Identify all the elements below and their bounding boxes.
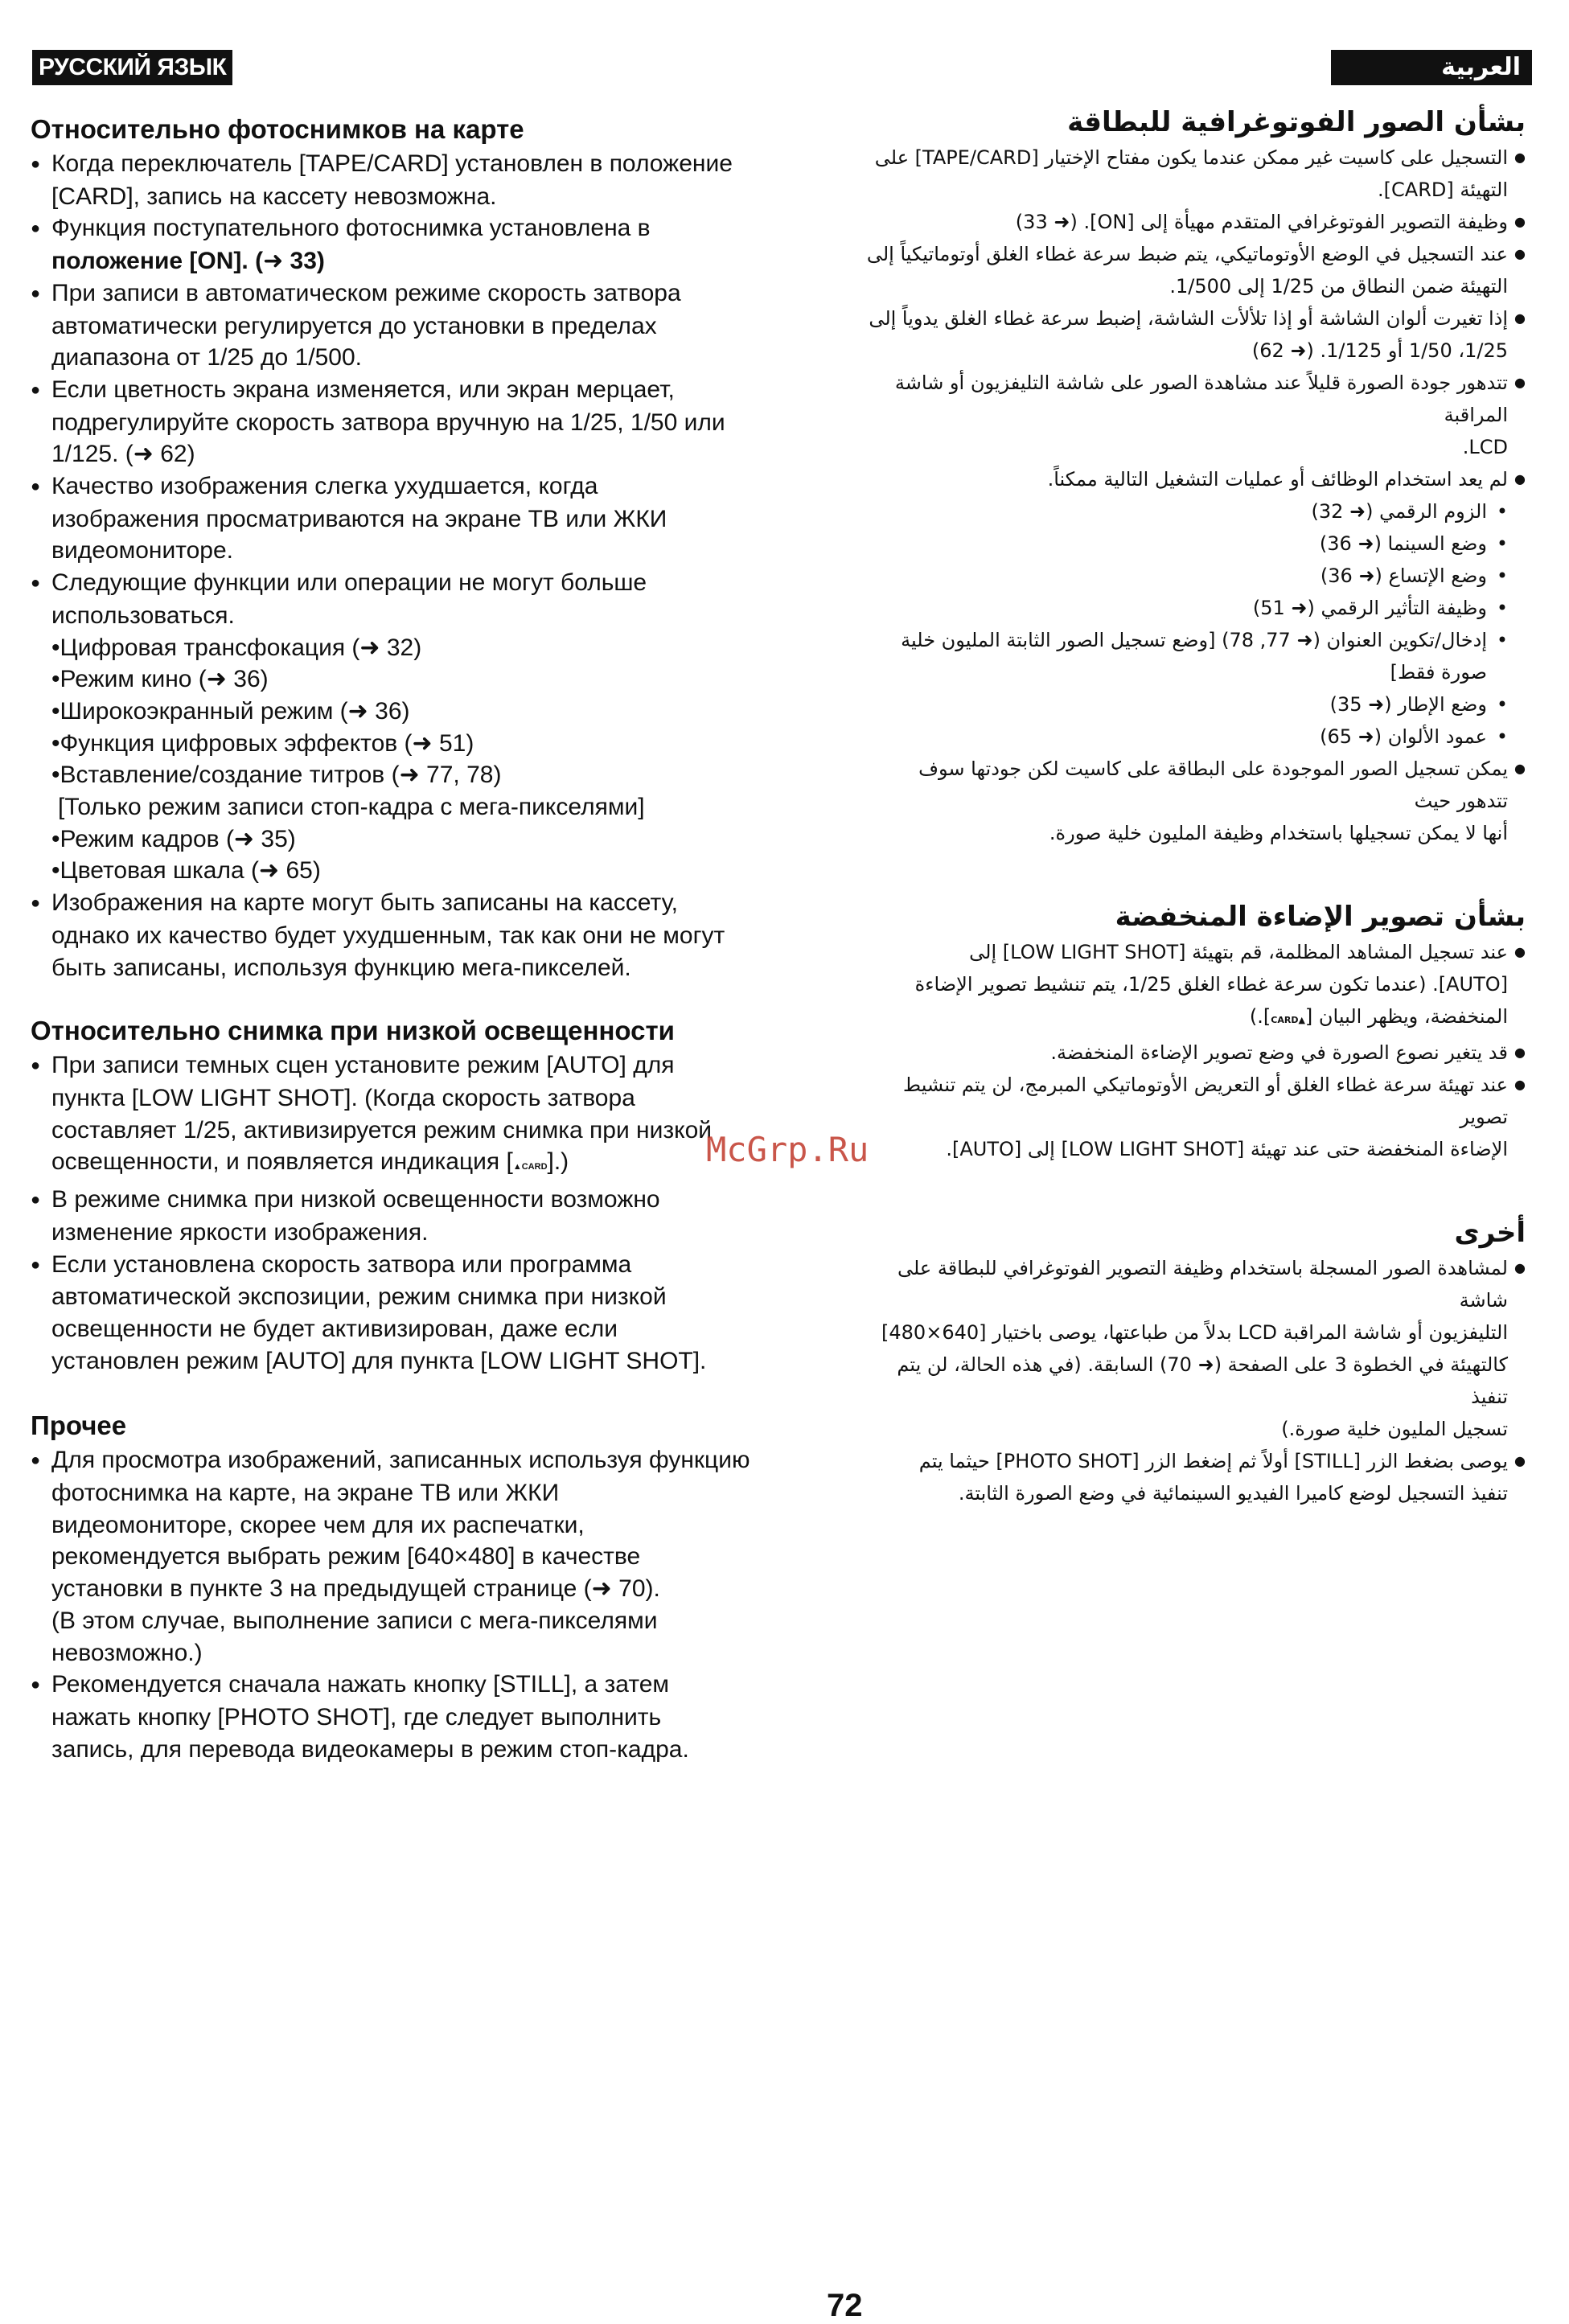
section-title-card-photos-ar: بشأن الصور الفوتوغرافية للبطاقة	[1067, 106, 1526, 138]
bullet-text-ar: ● عند التسجيل في الوضع الأوتوماتيكي، يتم ضبط سرعة غطاء الغلق أوتوماتيكياً إلى التهيئة ضمن النطاق من 1/25 إلى 1/500.	[865, 238, 1526, 302]
section-title-low-light: Относительно снимка при низкой освещенности	[31, 1016, 675, 1046]
watermark: McGrp.Ru	[706, 1130, 869, 1169]
bullet-text: ● Если установлена скорость затвора или программа автоматической экспозиции, режим снимка при низкой освещенности не будет активизирован, даже если установлен режим [AUTO] для пункта [LOW LIGHT SHOT].	[31, 1249, 819, 1378]
bullet-text: ● Рекомендуется сначала нажать кнопку [STILL], а затем нажать кнопку [PHOTO SHOT], где следует выполнить запись, для перевода видеокамеры в режим стоп-кадра.	[31, 1669, 819, 1765]
bullet-text-ar: ● عند تسجيل المشاهد المظلمة، قم بتهيئة [LOW LIGHT SHOT] إلى [AUTO]. (عندما تكون سرعة غطاء الغلق 1/25، يتم تنشيط تصوير الإضاءة المنخفضة، ويظهر البيان [▲CARD].)	[865, 936, 1526, 1037]
bullet-text-ar: ● يوصى بضغط الزر [STILL] أولاً ثم إضغط الزر [PHOTO SHOT] حيثما يتم تنفيذ التسجيل لوضع كاميرا الفيديو السينمائية في وضع الصورة الثابتة.	[865, 1445, 1526, 1509]
language-badge-russian: РУССКИЙ ЯЗЫК	[32, 50, 232, 85]
arabic-column	[865, 103, 1526, 1509]
sub-item-ar: • وضع الإطار (➜ 35)	[865, 688, 1526, 721]
language-badge-arabic: العربية	[1331, 50, 1532, 85]
bullet-text-ar: ● عند تهيئة سرعة غطاء الغلق أو التعريض الأوتوماتيكي المبرمج، لن يتم تنشيط تصوير الإضاءة المنخفضة حتى عند تهيئة [LOW LIGHT SHOT] إلى [AUTO].	[865, 1069, 1526, 1165]
bullet-text-ar: ● لمشاهدة الصور المسجلة باستخدام وظيفة التصوير الفوتوغرافي للبطاقة على شاشة التليفزيون أو شاشة المراقبة LCD بدلاً من طباعتها، يوصى باختيار [640×480] كالتهيئة في الخطوة 3 على الصفحة (➜ 70) السابقة. (في هذه الحالة، لن يتم تنفيذ تسجيل المليون خلية صورة.)	[865, 1252, 1526, 1445]
section-title-card-photos: Относительно фотоснимков на карте	[31, 114, 524, 144]
sub-item: •Широкоэкранный режим (➜ 36)	[51, 697, 410, 725]
bullet-text-ar: ● لم يعد استخدام الوظائف أو عمليات التشغيل التالية ممكناً.	[865, 463, 1526, 495]
sub-item-ar: • إدخال/تكوين العنوان (➜ 77, 78) [وضع تسجيل الصور الثابتة المليون خلية صورة فقط]	[865, 624, 1526, 688]
bullet-text-ar: ● قد يتغير نصوع الصورة في وضع تصوير الإضاءة المنخفضة.	[865, 1037, 1526, 1069]
bullet-text-ar: ● إذا تغيرت ألوان الشاشة أو إذا تلألأت الشاشة، إضبط سرعة غطاء الغلق يدوياً إلى 1/25، 1/50 أو 1/125. (➜ 62)	[865, 302, 1526, 367]
sub-item: •Цифровая трансфокация (➜ 32)	[51, 634, 422, 661]
sub-item: •Режим кадров (➜ 35)	[51, 825, 296, 852]
bullet-text: ● Для просмотра изображений, записанных используя функцию фотоснимка на карте, на экране ТВ или ЖКИ видеомониторе, скорее чем для их распечатки, рекомендуется выбрать режим [640×480] в качестве установки в пункте 3 на предыдущей странице (➜ 70). (В этом случае, выполнение записи с мега-пикселями невозможно.)	[31, 1444, 819, 1669]
bullet-text: ● Функция поступательного фотоснимка установлена в положение [ON]. (➜ 33)	[31, 212, 819, 277]
bullet-text-ar: ● التسجيل على كاسيت غير ممكن عندما يكون مفتاح الإختيار [TAPE/CARD] على التهيئة [CARD].	[865, 142, 1526, 206]
low-light-card-icon: ▲CARD	[512, 1162, 548, 1172]
sub-item-ar: • عمود الألوان (➜ 65)	[865, 721, 1526, 753]
bullet-text-ar: ● وظيفة التصوير الفوتوغرافي المتقدم مهيأة إلى [ON]. (➜ 33)	[865, 206, 1526, 238]
sub-item-ar: • وظيفة التأثير الرقمي (➜ 51)	[865, 592, 1526, 624]
sub-item-ar: • وضع الإتساع (➜ 36)	[865, 560, 1526, 592]
bullet-text: ● При записи в автоматическом режиме скорость затвора автоматически регулируется до установки в пределах диапазона от 1/25 до 1/500.	[31, 277, 819, 374]
bullet-text: ● Если цветность экрана изменяется, или экран мерцает, подрегулируйте скорость затвора вручную на 1/25, 1/50 или 1/125. (➜ 62)	[31, 374, 819, 470]
sub-item-ar: • وضع السينما (➜ 36)	[865, 528, 1526, 560]
bullet-text-ar: ● تتدهور جودة الصورة قليلاً عند مشاهدة الصور على شاشة التليفزيون أو شاشة المراقبة LCD.	[865, 367, 1526, 463]
russian-column	[31, 113, 819, 1765]
sub-item: •Вставление/создание титров (➜ 77, 78)	[51, 762, 502, 789]
sub-item: •Функция цифровых эффектов (➜ 51)	[51, 729, 474, 757]
bullet-text: ● Качество изображения слегка ухудшается, когда изображения просматриваются на экране ТВ или ЖКИ видеомониторе.	[31, 470, 819, 567]
sub-item-ar: • الزوم الرقمي (➜ 32)	[865, 495, 1526, 528]
bullet-text: ● Когда переключатель [TAPE/CARD] установлен в положение [CARD], запись на кассету невозможна.	[31, 148, 819, 212]
sub-item: •Режим кино (➜ 36)	[51, 666, 269, 693]
section-title-low-light-ar: بشأن تصوير الإضاءة المنخفضة	[1115, 901, 1526, 933]
bullet-text: ● Следующие функции или операции не могут больше использоваться.	[31, 567, 819, 631]
section-title-other-ar: أخرى	[1454, 1217, 1526, 1249]
bullet-text: ● Изображения на карте могут быть записаны на кассету, однако их качество будет ухудшенным, так как они не могут быть записаны, используя функцию мега-пикселей.	[31, 887, 819, 983]
low-light-card-icon-ar: ▲CARD	[1271, 1015, 1305, 1025]
bullet-text: ● При записи темных сцен установите режим [AUTO] для пункта [LOW LIGHT SHOT]. (Когда скорость затвора составляет 1/25, активизируется режим снимка при низкой освещенности, и появляется индикация [▲CARD].)	[31, 1049, 819, 1184]
section-title-other: Прочее	[31, 1410, 127, 1441]
bullet-text: ● В режиме снимка при низкой освещенности возможно изменение яркости изображения.	[31, 1184, 819, 1248]
sub-item-note: [Только режим записи стоп-кадра с мега-пикселями]	[58, 794, 645, 821]
page-number: 72	[827, 2288, 863, 2323]
bullet-text-ar: ● يمكن تسجيل الصور الموجودة على البطاقة على كاسيت لكن جودتها سوف تتدهور حيث أنها لا يمكن تسجيلها باستخدام وظيفة المليون خلية صورة.	[865, 753, 1526, 849]
sub-item: •Цветовая шкала (➜ 65)	[51, 857, 321, 885]
